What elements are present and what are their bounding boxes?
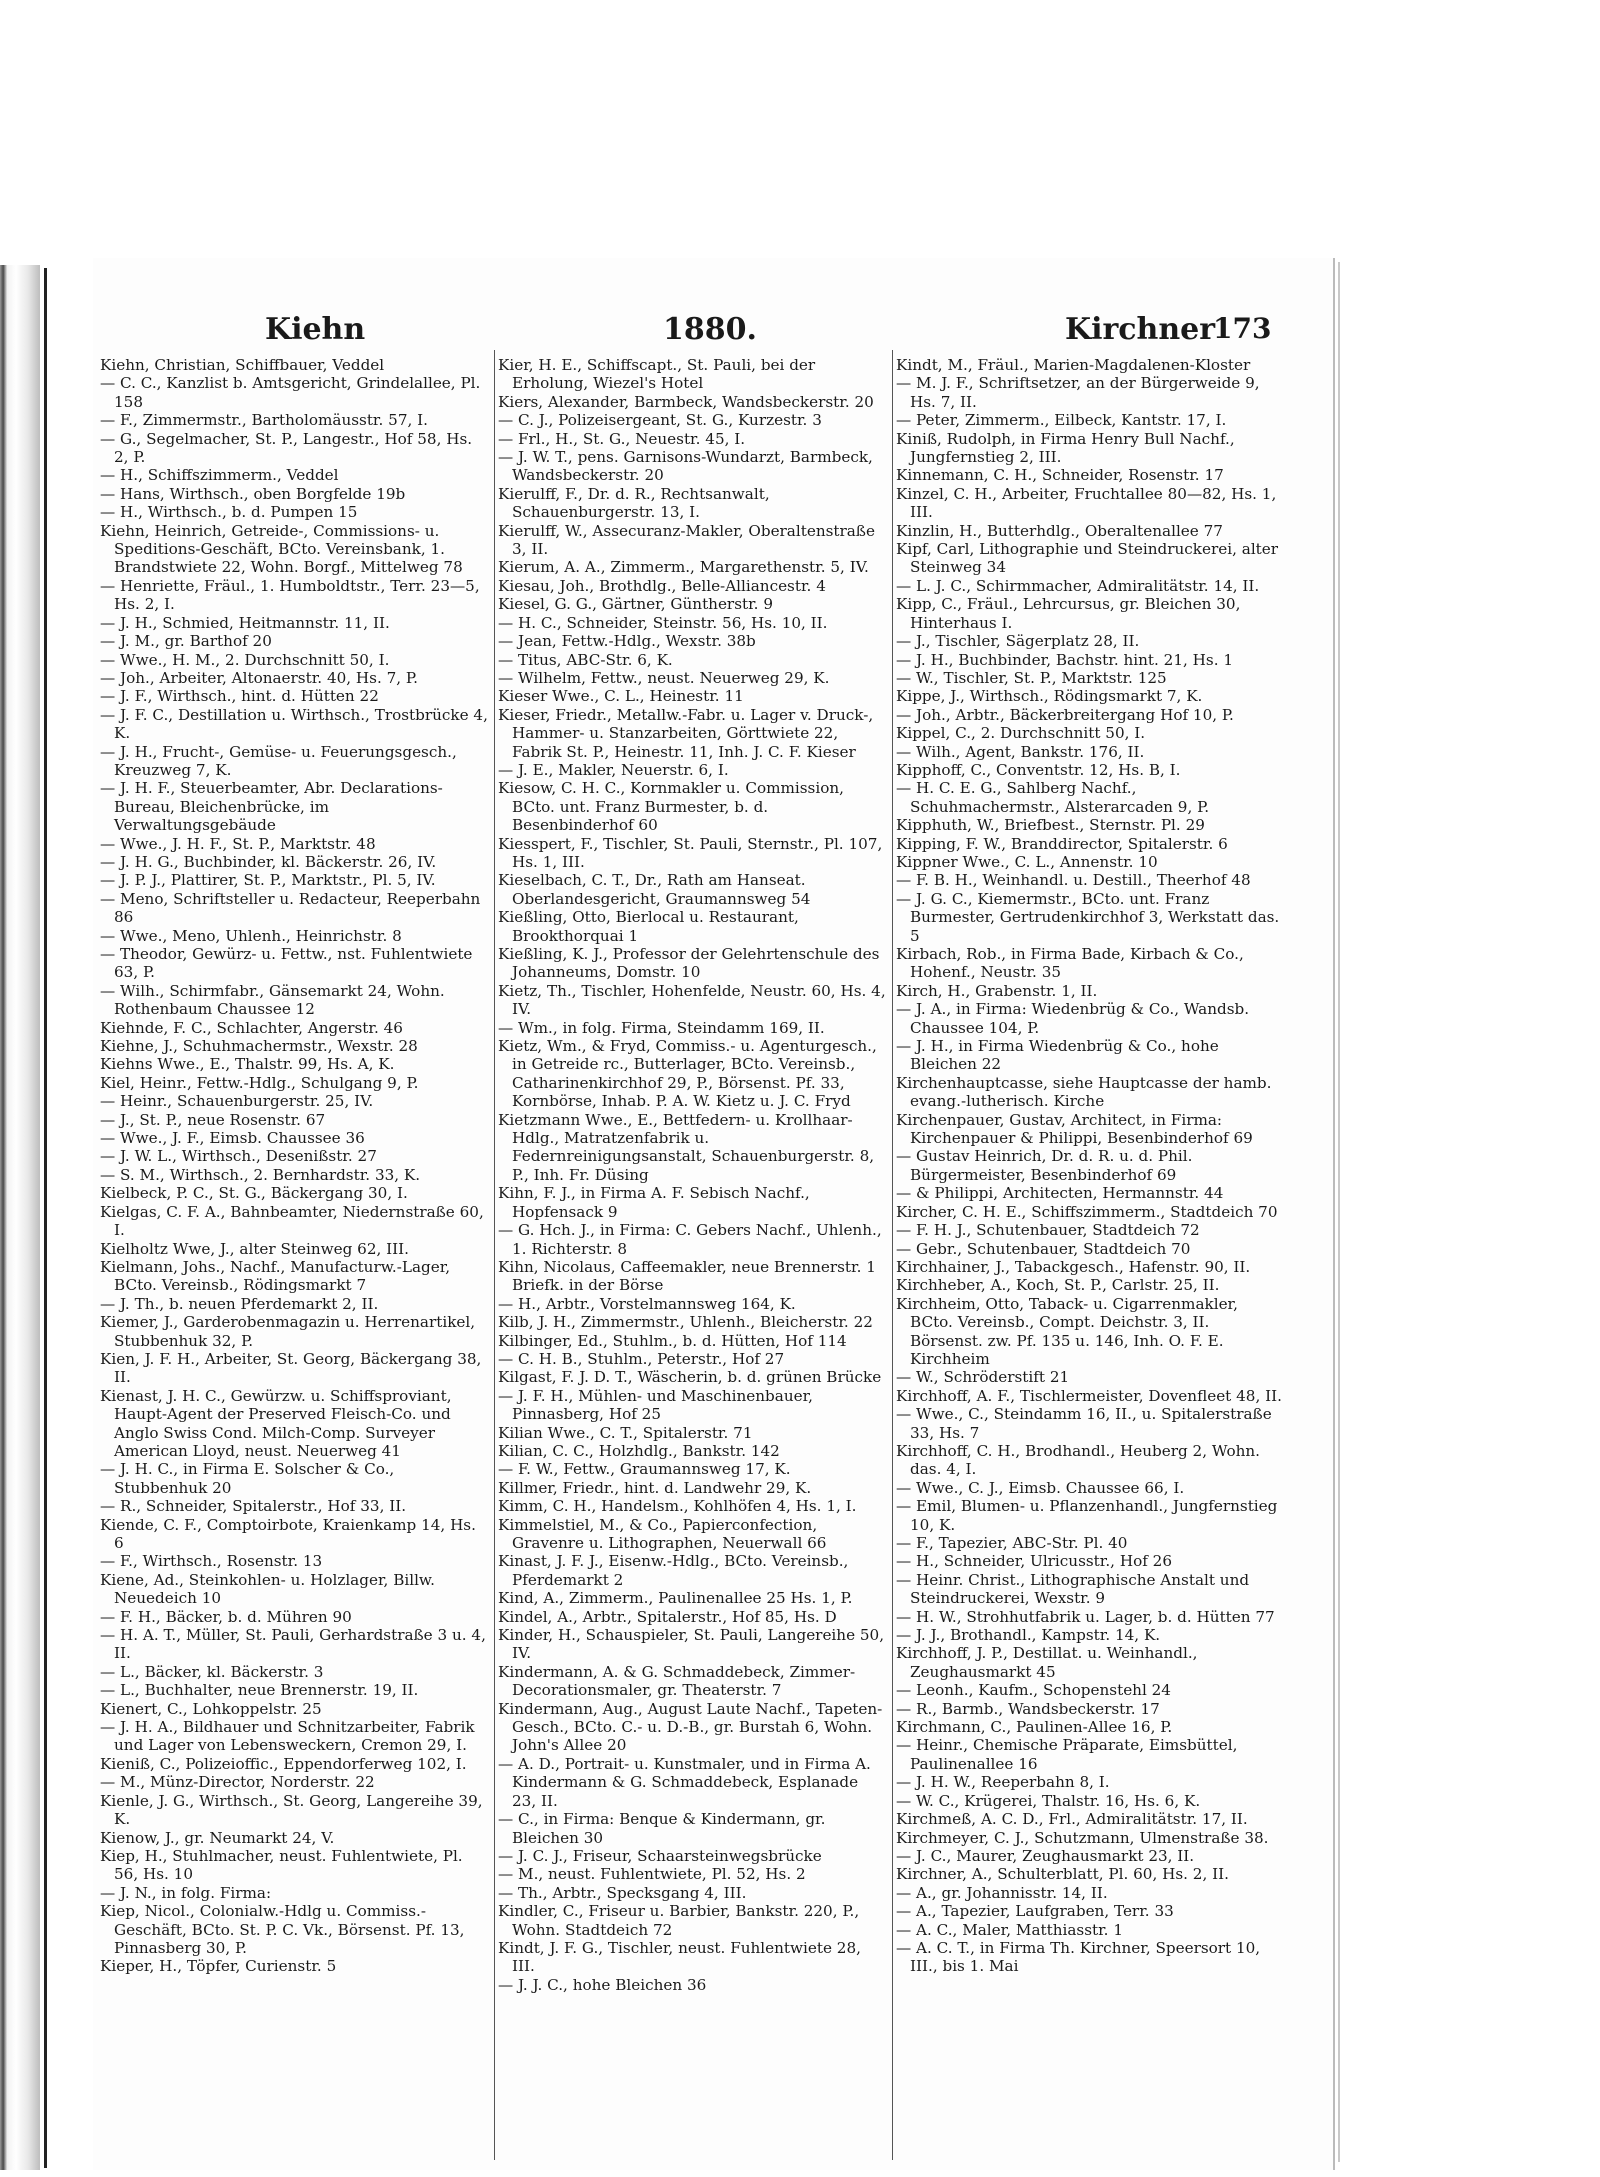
directory-entry: — J. N., in folg. Firma:	[100, 1883, 272, 1902]
directory-entry: — F., Wirthsch., Rosenstr. 13	[100, 1552, 323, 1571]
directory-entry: — Wwe., C., Steindamm 16, II., u. Spitalerstraße 33, Hs. 7	[896, 1405, 1272, 1442]
directory-entry: Kielgas, C. F. A., Bahnbeamter, Niedernstraße 60, I.	[100, 1202, 484, 1240]
directory-entry: — Henriette, Fräul., 1. Humboldtstr., Terr. 23—5, Hs. 2, I.	[100, 576, 480, 614]
directory-entry: — Heinr., Schauenburgerstr. 25, IV.	[100, 1092, 374, 1111]
directory-entry: — H., Wirthsch., b. d. Pumpen 15	[100, 503, 358, 522]
directory-entry: Kienast, J. H. C., Gewürzw. u. Schiffsproviant, Haupt-Agent der Preserved Fleisch-Co. und Anglo Swiss Cond. Milch-Comp. Surveyer American Lloyd, neust. Neuerweg 41	[100, 1386, 452, 1460]
directory-entry: — F., Zimmermstr., Bartholomäusstr. 57, I.	[100, 411, 428, 430]
directory-entry: Kindel, A., Arbtr., Spitalerstr., Hof 85, Hs. D	[498, 1607, 837, 1626]
directory-entry: Kilgast, F. J. D. T., Wäscherin, b. d. grünen Brücke	[498, 1368, 882, 1387]
directory-entry: Kind, A., Zimmerm., Paulinenallee 25 Hs. 1, P.	[498, 1589, 853, 1608]
directory-entry: Kirchhoff, C. H., Brodhandl., Heuberg 2, Wohn. das. 4, I.	[896, 1441, 1260, 1479]
directory-entry: Kietz, Th., Tischler, Hohenfelde, Neustr. 60, Hs. 4, IV.	[498, 981, 886, 1019]
directory-entry: — F. W., Fettw., Graumannsweg 17, K.	[498, 1460, 791, 1479]
directory-entry: Kierulff, F., Dr. d. R., Rechtsanwalt, Schauenburgerstr. 13, I.	[498, 484, 770, 522]
directory-entry: Kiehns Wwe., E., Thalstr. 99, Hs. A, K.	[100, 1055, 395, 1074]
directory-entry: — J. W. T., pens. Garnisons-Wundarzt, Barmbeck, Wandsbeckerstr. 20	[498, 448, 873, 485]
directory-entry: Kippner Wwe., C. L., Annenstr. 10	[896, 852, 1158, 871]
directory-entry: Kiniß, Rudolph, in Firma Henry Bull Nachf., Jungfernstieg 2, III.	[896, 429, 1235, 467]
header-first-entry: Kiehn	[265, 312, 366, 347]
directory-entry: Kien, J. F. H., Arbeiter, St. Georg, Bäckergang 38, II.	[100, 1349, 482, 1387]
directory-entry: Kindt, J. F. G., Tischler, neust. Fuhlentwiete 28, III.	[498, 1938, 861, 1976]
directory-entry: Kilb, J. H., Zimmermstr., Uhlenh., Bleicherstr. 22	[498, 1313, 873, 1332]
directory-entry: — J. H. W., Reeperbahn 8, I.	[896, 1773, 1110, 1792]
directory-entry: — J., Tischler, Sägerplatz 28, II.	[896, 632, 1140, 651]
directory-entry: — J. H. A., Bildhauer und Schnitzarbeiter, Fabrik und Lager von Lebensweckern, Cremon 29, I.	[100, 1718, 475, 1755]
directory-entry: — J. F., Wirthsch., hint. d. Hütten 22	[100, 687, 379, 706]
directory-entry: Kindler, C., Friseur u. Barbier, Bankstr. 220, P., Wohn. Stadtdeich 72	[498, 1902, 860, 1939]
directory-entry: Kieper, H., Töpfer, Curienstr. 5	[100, 1957, 337, 1976]
directory-entry: Kieniß, C., Polizeioffic., Eppendorferweg 102, I.	[100, 1754, 467, 1773]
directory-entry: — H., Arbtr., Vorstelmannsweg 164, K.	[498, 1294, 796, 1313]
directory-entry: Kiende, C. F., Comptoirbote, Kraienkamp 14, Hs. 6	[100, 1515, 476, 1552]
directory-entry: — Joh., Arbtr., Bäckerbreitergang Hof 10, P.	[896, 705, 1234, 724]
directory-entry: — M., Münz-Director, Norderstr. 22	[100, 1773, 375, 1792]
directory-entry: — Wilhelm, Fettw., neust. Neuerweg 29, K.	[498, 668, 830, 687]
directory-entry: — Th., Arbtr., Specksgang 4, III.	[498, 1883, 747, 1902]
directory-entry: Kinast, J. F. J., Eisenw.-Hdlg., BCto. Vereinsb., Pferdemarkt 2	[498, 1552, 849, 1589]
directory-entry: — F., Tapezier, ABC-Str. Pl. 40	[896, 1534, 1128, 1552]
directory-entry: Kieselbach, C. T., Dr., Rath am Hanseat. Oberlandesgericht, Graumannsweg 54	[498, 871, 811, 908]
directory-entry: Kiers, Alexander, Barmbeck, Wandsbeckerstr. 20	[498, 392, 874, 411]
directory-entry: Kiehn, Christian, Schiffbauer, Veddel	[100, 356, 385, 374]
directory-entry: Kiel, Heinr., Fettw.-Hdlg., Schulgang 9, P.	[100, 1073, 419, 1092]
directory-entry: Kirchmeß, A. C. D., Frl., Admiralitätstr. 17, II.	[896, 1810, 1248, 1829]
directory-entry: Kinnemann, C. H., Schneider, Rosenstr. 17	[896, 466, 1224, 485]
directory-entry: Kihn, F. J., in Firma A. F. Sebisch Nachf., Hopfensack 9	[498, 1184, 810, 1221]
directory-entry: Kirchmann, C., Paulinen-Allee 16, P.	[896, 1718, 1173, 1737]
column-right	[896, 356, 1284, 2156]
directory-entry: — H. C., Schneider, Steinstr. 56, Hs. 10, II.	[498, 613, 828, 632]
directory-entry: — W. C., Krügerei, Thalstr. 16, Hs. 6, K.	[896, 1791, 1201, 1810]
directory-entry: — Wwe., Meno, Uhlenh., Heinrichstr. 8	[100, 926, 402, 945]
directory-entry: — Heinr. Christ., Lithographische Anstalt und Steindruckerei, Wexstr. 9	[896, 1570, 1250, 1608]
directory-entry: — Hans, Wirthsch., oben Borgfelde 19b	[100, 484, 406, 503]
directory-entry: — Wwe., C. J., Eimsb. Chaussee 66, I.	[896, 1478, 1185, 1497]
directory-entry: Kirchner, A., Schulterblatt, Pl. 60, Hs. 2, II.	[896, 1865, 1229, 1884]
directory-entry: Kinder, H., Schauspieler, St. Pauli, Langereihe 50, IV.	[498, 1626, 885, 1663]
directory-entry: — H., Schiffszimmerm., Veddel	[100, 466, 339, 485]
directory-entry: — L. J. C., Schirmmacher, Admiralitätstr. 14, II.	[896, 576, 1260, 595]
directory-entry: — Gebr., Schutenbauer, Stadtdeich 70	[896, 1239, 1191, 1258]
directory-entry: — Wwe., J. F., Eimsb. Chaussee 36	[100, 1129, 365, 1148]
directory-entry: — Jean, Fettw.-Hdlg., Wexstr. 38b	[498, 632, 756, 651]
directory-entry: Killmer, Friedr., hint. d. Landwehr 29, K.	[498, 1478, 812, 1497]
directory-entry: — J. H., Buchbinder, Bachstr. hint. 21, Hs. 1	[896, 650, 1234, 669]
directory-entry: Kippel, C., 2. Durchschnitt 50, I.	[896, 724, 1146, 743]
directory-entry: Kilian, C. C., Holzhdlg., Bankstr. 142	[498, 1441, 780, 1460]
directory-entry: — Meno, Schriftsteller u. Redacteur, Reeperbahn 86	[100, 889, 481, 927]
directory-entry: Kielbeck, P. C., St. G., Bäckergang 30, I.	[100, 1184, 408, 1203]
directory-entry: Kihn, Nicolaus, Caffeemakler, neue Brennerstr. 1 Briefk. in der Börse	[498, 1257, 876, 1295]
directory-entry: — M. J. F., Schriftsetzer, an der Bürgerweide 9, Hs. 7, II.	[896, 374, 1260, 411]
directory-entry: — Wilh., Agent, Bankstr. 176, II.	[896, 742, 1145, 761]
directory-entry: Kiesel, G. G., Gärtner, Güntherstr. 9	[498, 595, 774, 614]
column-divider	[494, 350, 495, 2160]
directory-entry: — A. C., Maler, Matthiasstr. 1	[896, 1920, 1124, 1939]
directory-entry: — J. F. H., Mühlen- und Maschinenbauer, Pinnasberg, Hof 25	[498, 1386, 814, 1424]
directory-entry: Kipp, C., Fräul., Lehrcursus, gr. Bleichen 30, Hinterhaus I.	[896, 595, 1241, 632]
directory-entry: Kießling, Otto, Bierlocal u. Restaurant, Brookthorquai 1	[498, 908, 799, 945]
directory-entry: Kienert, C., Lohkoppelstr. 25	[100, 1699, 322, 1718]
directory-entry: Kindermann, Aug., August Laute Nachf., Tapeten-Gesch., BCto. C.- u. D.-B., gr. Burstah 6, Wohn. John's Allee 20	[498, 1699, 883, 1755]
header-last-entry: Kirchner	[1065, 312, 1216, 347]
book-spine-edge	[0, 265, 40, 2170]
directory-entry: Kiep, Nicol., Colonialw.-Hdlg u. Commiss.-Geschäft, BCto. St. P. C. Vk., Börsenst. Pf. 13, Pinnasberg 30, P.	[100, 1902, 465, 1957]
directory-entry: Kilbinger, Ed., Stuhlm., b. d. Hütten, Hof 114	[498, 1331, 847, 1350]
directory-entry: Kinzel, C. H., Arbeiter, Fruchtallee 80—82, Hs. 1, III.	[896, 484, 1277, 522]
directory-entry: Kielholtz Wwe, J., alter Steinweg 62, III.	[100, 1239, 409, 1258]
page-edge-right	[1333, 258, 1335, 2170]
column-left	[100, 356, 488, 2156]
directory-entry: Kirbach, Rob., in Firma Bade, Kirbach & Co., Hohenf., Neustr. 35	[896, 945, 1244, 982]
directory-entry: Kietz, Wm., & Fryd, Commiss.- u. Agenturgesch., in Getreide rc., Butterlager, BCto. Vereinsb., Catharinenkirchhof 29, P., Börsenst. Pf. 33, Kornbörse, Inhab. P. A. W. Kietz u. J. C. Fryd	[498, 1037, 877, 1111]
directory-entry: Kierulff, W., Assecuranz-Makler, Oberaltenstraße 3, II.	[498, 521, 875, 559]
directory-entry: Kiep, H., Stuhlmacher, neust. Fuhlentwiete, Pl. 56, Hs. 10	[100, 1846, 463, 1884]
directory-entry: Kirchheim, Otto, Taback- u. Cigarrenmakler, BCto. Vereinsb., Compt. Deichstr. 3, II. Börsenst. zw. Pf. 135 u. 146, Inh. O. F. E. Kirchheim	[896, 1294, 1238, 1368]
directory-entry: — F. B. H., Weinhandl. u. Destill., Theerhof 48	[896, 871, 1251, 890]
directory-entry: Kimm, C. H., Handelsm., Kohlhöfen 4, Hs. 1, I.	[498, 1497, 857, 1516]
directory-entry: — Wwe., J. H. F., St. P., Marktstr. 48	[100, 834, 376, 853]
directory-entry: — C., in Firma: Benque & Kindermann, gr. Bleichen 30	[498, 1810, 826, 1847]
directory-entry: Kippe, J., Wirthsch., Rödingsmarkt 7, K.	[896, 687, 1203, 706]
directory-entry: Kiesau, Joh., Brothdlg., Belle-Alliancestr. 4	[498, 576, 826, 595]
directory-entry: Kiehnde, F. C., Schlachter, Angerstr. 46	[100, 1018, 403, 1037]
directory-entry: — C. C., Kanzlist b. Amtsgericht, Grindelallee, Pl. 158	[100, 374, 481, 411]
directory-entry: Kienle, J. G., Wirthsch., St. Georg, Langereihe 39, K.	[100, 1791, 483, 1829]
directory-entry: Kirchenpauer, Gustav, Architect, in Firma: Kirchenpauer & Philippi, Besenbinderhof 69	[896, 1110, 1253, 1148]
directory-entry: Kirchhoff, A. F., Tischlermeister, Dovenfleet 48, II.	[896, 1386, 1282, 1405]
left-page-edge	[44, 268, 47, 2168]
directory-entry: Kirchenhauptcasse, siehe Hauptcasse der hamb. evang.-lutherisch. Kirche	[896, 1073, 1272, 1111]
directory-entry: — A. D., Portrait- u. Kunstmaler, und in Firma A. Kindermann & G. Schmaddebeck, Esplanade 23, II.	[498, 1754, 871, 1810]
directory-entry: — J. Th., b. neuen Pferdemarkt 2, II.	[100, 1294, 379, 1313]
directory-entry: Kießling, K. J., Professor der Gelehrtenschule des Johanneums, Domstr. 10	[498, 945, 880, 982]
directory-entry: — Wwe., H. M., 2. Durchschnitt 50, I.	[100, 650, 390, 669]
directory-entry: — J. H., in Firma Wiedenbrüg & Co., hohe Bleichen 22	[896, 1037, 1219, 1074]
directory-entry: Kiesow, C. H. C., Kornmakler u. Commission, BCto. unt. Franz Burmester, b. d. Besenbinderhof 60	[498, 779, 844, 835]
directory-entry: — Theodor, Gewürz- u. Fettw., nst. Fuhlentwiete 63, P.	[100, 945, 473, 982]
directory-entry: Kimmelstiel, M., & Co., Papierconfection, Gravenre u. Lithographen, Neuerwall 66	[498, 1515, 827, 1552]
directory-entry: — R., Schneider, Spitalerstr., Hof 33, II.	[100, 1497, 407, 1516]
directory-entry: — Wm., in folg. Firma, Steindamm 169, II.	[498, 1018, 825, 1037]
directory-entry: — S. M., Wirthsch., 2. Bernhardstr. 33, K.	[100, 1165, 421, 1184]
directory-entry: — J. C. J., Friseur, Schaarsteinwegsbrücke	[498, 1846, 822, 1865]
directory-entry: Kindermann, A. & G. Schmaddebeck, Zimmer-Decorationsmaler, gr. Theaterstr. 7	[498, 1662, 856, 1700]
directory-entry: — L., Bäcker, kl. Bäckerstr. 3	[100, 1662, 324, 1681]
directory-entry: — Leonh., Kaufm., Schopenstehl 24	[896, 1681, 1171, 1700]
directory-entry: — A., gr. Johannisstr. 14, II.	[896, 1883, 1108, 1902]
directory-entry: — J. A., in Firma: Wiedenbrüg & Co., Wandsb. Chaussee 104, P.	[896, 1000, 1250, 1037]
directory-entry: Kieser Wwe., C. L., Heinestr. 11	[498, 687, 744, 706]
directory-entry: Kietzmann Wwe., E., Bettfedern- u. Krollhaar-Hdlg., Matratzenfabrik u. Federnreinigungsanstalt, Schauenburgerstr. 8, P., Inh. Fr. Düsing	[498, 1110, 875, 1184]
directory-entry: — R., Barmb., Wandsbeckerstr. 17	[896, 1699, 1160, 1718]
directory-entry: Kiemer, J., Garderobenmagazin u. Herrenartikel, Stubbenhuk 32, P.	[100, 1313, 476, 1350]
directory-entry: — W., Tischler, St. P., Marktstr. 125	[896, 668, 1167, 687]
directory-entry: Kirchheber, A., Koch, St. P., Carlstr. 25, II.	[896, 1276, 1220, 1295]
directory-entry: Kierum, A. A., Zimmerm., Margarethenstr. 5, IV.	[498, 558, 869, 577]
directory-entry: — J. H., Schmied, Heitmannstr. 11, II.	[100, 613, 390, 632]
directory-entry: Kiesspert, F., Tischler, St. Pauli, Sternstr., Pl. 107, Hs. 1, III.	[498, 834, 883, 871]
directory-entry: Kieser, Friedr., Metallw.-Fabr. u. Lager v. Druck-, Hammer- u. Stanzarbeiten, Görttwiete 22, Fabrik St. P., Heinestr. 11, Inh. J. C. F. Kieser	[498, 705, 874, 761]
directory-entry: — F. H., Bäcker, b. d. Mühren 90	[100, 1607, 352, 1626]
directory-entry: — J. J. C., hohe Bleichen 36	[498, 1975, 707, 1994]
directory-entry: — J. J., Brothandl., Kampstr. 14, K.	[896, 1626, 1161, 1645]
directory-entry: Kiene, Ad., Steinkohlen- u. Holzlager, Billw. Neuedeich 10	[100, 1570, 435, 1608]
directory-entry: — Titus, ABC-Str. 6, K.	[498, 650, 673, 669]
directory-entry: — A. C. T., in Firma Th. Kirchner, Speersort 10, III., bis 1. Mai	[896, 1938, 1261, 1976]
directory-entry: — J. F. C., Destillation u. Wirthsch., Trostbrücke 4, K.	[100, 705, 488, 743]
directory-entry: — J., St. P., neue Rosenstr. 67	[100, 1110, 326, 1129]
directory-entry: — J. M., gr. Barthof 20	[100, 632, 272, 651]
directory-entry: — J. H. F., Steuerbeamter, Abr. Declarations-Bureau, Bleichenbrücke, im Verwaltungsgebäude	[100, 779, 443, 835]
directory-entry: Kiehn, Heinrich, Getreide-, Commissions- u. Speditions-Geschäft, BCto. Vereinsbank, 1. Brandstwiete 22, Wohn. Borgf., Mittelweg 78	[100, 521, 463, 577]
directory-entry: — J. H. C., in Firma E. Solscher & Co., Stubbenhuk 20	[100, 1460, 395, 1497]
directory-entry: — F. H. J., Schutenbauer, Stadtdeich 72	[896, 1221, 1200, 1240]
directory-entry: — H. A. T., Müller, St. Pauli, Gerhardstraße 3 u. 4, II.	[100, 1626, 486, 1663]
directory-entry: Kielmann, Johs., Nachf., Manufacturw.-Lager, BCto. Vereinsb., Rödingsmarkt 7	[100, 1257, 451, 1295]
directory-entry: Kindt, M., Fräul., Marien-Magdalenen-Kloster	[896, 356, 1251, 374]
directory-entry: — Joh., Arbeiter, Altonaerstr. 40, Hs. 7, P.	[100, 668, 418, 687]
directory-entry: — A., Tapezier, Laufgraben, Terr. 33	[896, 1902, 1174, 1921]
directory-entry: Kienow, J., gr. Neumarkt 24, V.	[100, 1828, 335, 1847]
directory-entry: Kipphuth, W., Briefbest., Sternstr. Pl. 29	[896, 816, 1205, 835]
directory-entry: — H. W., Strohhutfabrik u. Lager, b. d. Hütten 77	[896, 1607, 1275, 1626]
header-year: 1880.	[663, 312, 757, 347]
page-number: 173	[1213, 312, 1272, 345]
directory-entry: Kiehne, J., Schuhmachermstr., Wexstr. 28	[100, 1037, 418, 1056]
directory-entry: — J. C., Maurer, Zeughausmarkt 23, II.	[896, 1846, 1195, 1865]
column-middle	[498, 356, 886, 2156]
directory-entry: — J. H. G., Buchbinder, kl. Bäckerstr. 26, IV.	[100, 852, 437, 871]
page-edge-right-shadow	[1338, 262, 1340, 2162]
directory-entry: — M., neust. Fuhlentwiete, Pl. 52, Hs. 2	[498, 1865, 806, 1884]
page-header	[95, 312, 1283, 352]
directory-entry: — W., Schröderstift 21	[896, 1368, 1070, 1387]
directory-entry: — Heinr., Chemische Präparate, Eimsbüttel, Paulinenallee 16	[896, 1736, 1238, 1773]
directory-entry: Kipphoff, C., Conventstr. 12, Hs. B, I.	[896, 760, 1181, 779]
directory-entry: — C. J., Polizeisergeant, St. G., Kurzestr. 3	[498, 411, 822, 430]
column-divider	[892, 350, 893, 2160]
directory-entry: Kirchmeyer, C. J., Schutzmann, Ulmenstraße 38.	[896, 1828, 1269, 1847]
directory-entry: Kirchhoff, J. P., Destillat. u. Weinhandl., Zeughausmarkt 45	[896, 1644, 1198, 1681]
directory-entry: — J. G. C., Kiemermstr., BCto. unt. Franz Burmester, Gertrudenkirchhof 3, Werkstatt das. 5	[896, 889, 1280, 945]
directory-entry: Kinzlin, H., Butterhdlg., Oberaltenallee 77	[896, 521, 1223, 540]
directory-entry: Kier, H. E., Schiffscapt., St. Pauli, bei der Erholung, Wiezel's Hotel	[498, 356, 816, 393]
directory-entry: — Frl., H., St. G., Neuestr. 45, I.	[498, 429, 746, 448]
directory-entry: — J. W. L., Wirthsch., Desenißstr. 27	[100, 1147, 377, 1166]
directory-entry: — Wilh., Schirmfabr., Gänsemarkt 24, Wohn. Rothenbaum Chaussee 12	[100, 981, 445, 1019]
directory-entry: — Emil, Blumen- u. Pflanzenhandl., Jungfernstieg 10, K.	[896, 1497, 1278, 1534]
directory-entry: Kipping, F. W., Branddirector, Spitalerstr. 6	[896, 834, 1228, 853]
directory-entry: — J. P. J., Plattirer, St. P., Marktstr., Pl. 5, IV.	[100, 871, 436, 890]
directory-entry: — G. Hch. J., in Firma: C. Gebers Nachf., Uhlenh., 1. Richterstr. 8	[498, 1221, 882, 1258]
directory-entry: — G., Segelmacher, St. P., Langestr., Hof 58, Hs. 2, P.	[100, 429, 473, 467]
directory-entry: Kirchhainer, J., Tabackgesch., Hafenstr. 90, II.	[896, 1257, 1251, 1276]
directory-entry: Kirch, H., Grabenstr. 1, II.	[896, 981, 1098, 1000]
directory-entry: — J. H., Frucht-, Gemüse- u. Feuerungsgesch., Kreuzweg 7, K.	[100, 742, 457, 779]
directory-entry: — H., Schneider, Ulricusstr., Hof 26	[896, 1552, 1173, 1571]
directory-entry: — L., Buchhalter, neue Brennerstr. 19, II.	[100, 1681, 419, 1700]
directory-entry: — Peter, Zimmerm., Eilbeck, Kantstr. 17, I.	[896, 411, 1227, 430]
directory-entry: — H. C. E. G., Sahlberg Nachf., Schuhmachermstr., Alsterarcaden 9, P.	[896, 779, 1210, 816]
directory-entry: — C. H. B., Stuhlm., Peterstr., Hof 27	[498, 1349, 785, 1368]
directory-entry: Kipf, Carl, Lithographie und Steindruckerei, alter Steinweg 34	[896, 540, 1279, 577]
directory-entry: — Gustav Heinrich, Dr. d. R. u. d. Phil. Bürgermeister, Besenbinderhof 69	[896, 1147, 1193, 1184]
directory-entry: Kircher, C. H. E., Schiffszimmerm., Stadtdeich 70	[896, 1202, 1278, 1221]
directory-entry: — J. E., Makler, Neuerstr. 6, I.	[498, 760, 729, 779]
directory-entry: Kilian Wwe., C. T., Spitalerstr. 71	[498, 1423, 753, 1442]
directory-entry: — & Philippi, Architecten, Hermannstr. 44	[896, 1184, 1224, 1203]
